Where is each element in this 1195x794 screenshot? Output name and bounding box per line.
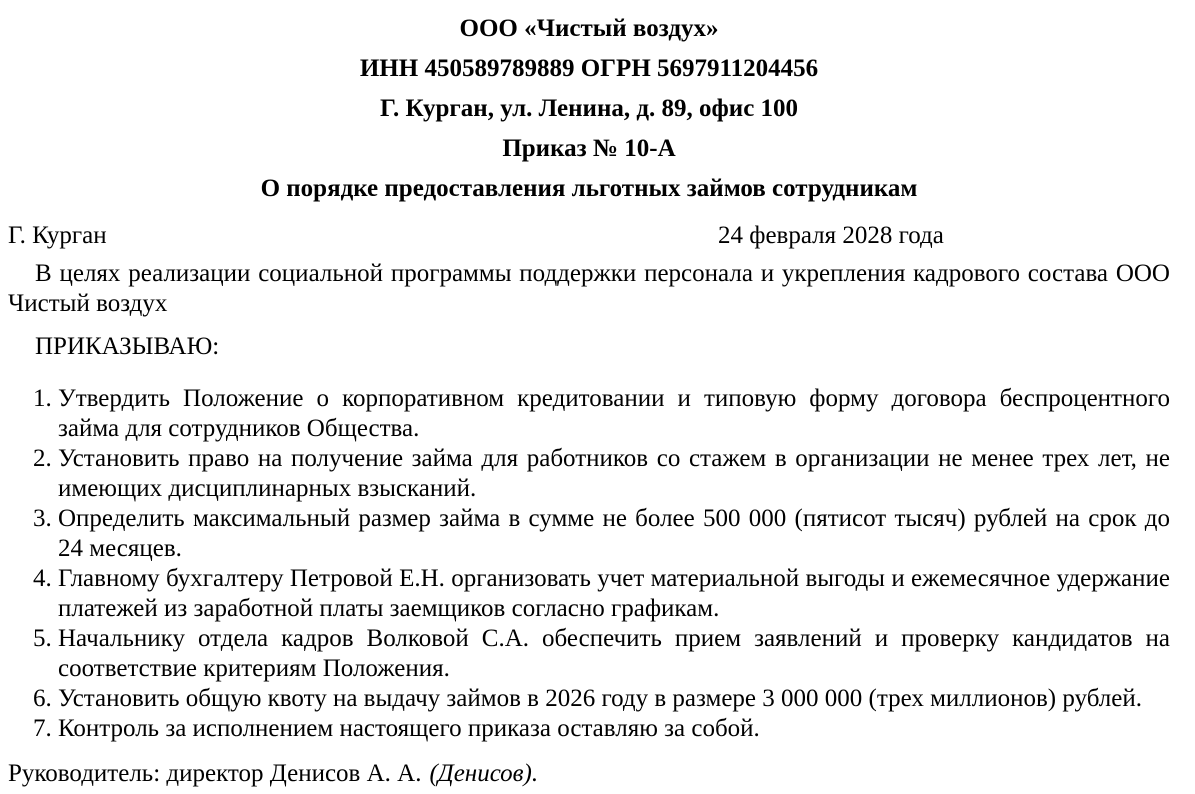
order-item-number: 6. <box>33 685 52 712</box>
order-item <box>8 504 1170 564</box>
order-subject: О порядке предоставления льготных займов сотрудникам <box>260 175 918 202</box>
order-number-title: Приказ № 10-А <box>502 135 676 162</box>
signature-name-italic: (Денисов). <box>429 760 539 787</box>
order-item <box>8 384 1170 444</box>
signature-text: Руководитель: директор Денисов А. А. <box>8 760 422 787</box>
order-items <box>8 384 1170 744</box>
order-item-number: 4. <box>33 565 52 592</box>
order-item <box>8 714 1170 744</box>
order-date: 24 февраля 2028 года <box>718 222 944 249</box>
order-item-text: Начальнику отдела кадров Волковой С.А. обеспечить прием заявлений и проверку кандидатов на соответствие критериям Положения. <box>58 625 1170 682</box>
order-item-number: 3. <box>33 505 52 532</box>
company-address: Г. Курган, ул. Ленина, д. 89, офис 100 <box>379 95 799 122</box>
order-item-number: 5. <box>33 625 52 652</box>
company-requisites: ИНН 450589789889 ОГРН 5697911204456 <box>359 55 819 82</box>
order-item-text: Утвердить Положение о корпоративном кредитовании и типовую форму договора беспроцентного займа для сотрудников Общества. <box>58 385 1170 442</box>
order-item-text: Контроль за исполнением настоящего приказа оставляю за собой. <box>58 715 760 742</box>
order-item-text: Установить право на получение займа для работников со стажем в организации не менее трех лет, не имеющих дисциплинарных взысканий. <box>58 445 1170 502</box>
order-item <box>8 624 1170 684</box>
intro-paragraph: В целях реализации социальной программы поддержки персонала и укрепления кадрового состава ООО Чистый воздух <box>8 260 1170 317</box>
order-item-text: Главному бухгалтеру Петровой Е.Н. организовать учет материальной выгоды и ежемесячное удержание платежей из заработной платы заемщиков согласно графикам. <box>58 565 1170 622</box>
order-item <box>8 684 1170 714</box>
order-item <box>8 444 1170 504</box>
decree-word: ПРИКАЗЫВАЮ: <box>35 333 220 360</box>
order-item-text: Установить общую квоту на выдачу займов в 2026 году в размере 3 000 000 (трех миллионов) рублей. <box>58 685 1143 712</box>
order-item-number: 1. <box>33 385 52 412</box>
order-item-number: 2. <box>33 445 52 472</box>
order-item <box>8 564 1170 624</box>
place-city: Г. Курган <box>8 222 107 249</box>
order-item-number: 7. <box>33 715 52 742</box>
company-name: ООО «Чистый воздух» <box>459 15 719 42</box>
signature-line <box>8 759 1170 789</box>
order-item-text: Определить максимальный размер займа в сумме не более 500 000 (пятисот тысяч) рублей на срок до 24 месяцев. <box>58 505 1170 562</box>
place-date-row <box>8 221 1170 251</box>
